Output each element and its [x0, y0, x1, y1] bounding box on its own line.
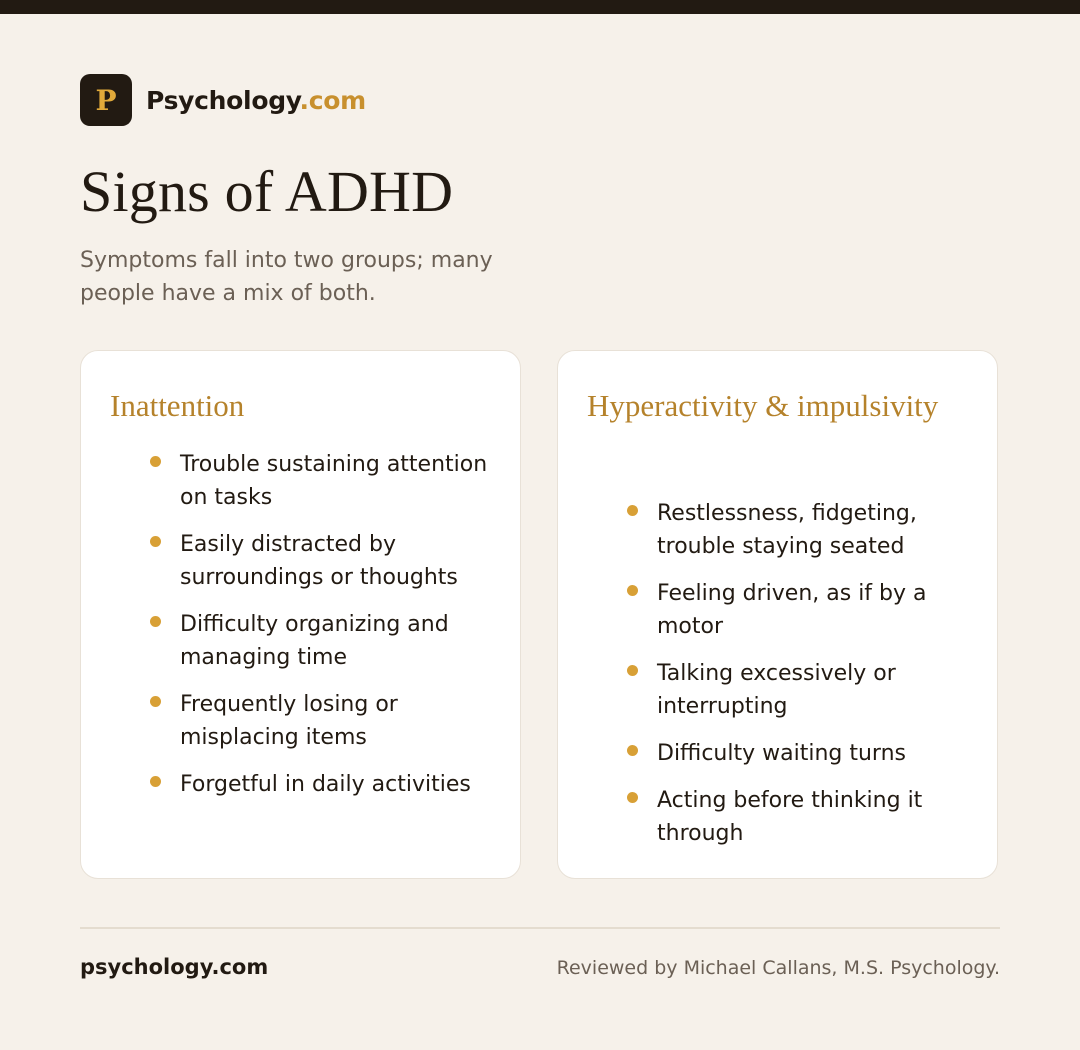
list-item [626, 657, 981, 723]
list-item-text: Restlessness, fidgeting, trouble staying seated [657, 501, 917, 559]
list-item [149, 608, 504, 674]
bullet-dot-icon [150, 696, 161, 707]
inattention-card [80, 350, 521, 879]
bullet-dot-icon [627, 745, 638, 756]
list-item [149, 448, 504, 514]
list-item [626, 577, 981, 643]
list-item [149, 528, 504, 594]
list-item-text: Difficulty waiting turns [657, 741, 906, 766]
footer-site-link[interactable]: psychology.com [80, 955, 269, 979]
brand-name-main: Psychology [146, 85, 300, 115]
symptom-list-inattention [149, 448, 504, 815]
hyperactivity-card [557, 350, 998, 879]
brand-name [146, 86, 366, 115]
bullet-dot-icon [150, 776, 161, 787]
card-heading-inattention: Inattention [110, 388, 245, 423]
symptom-list-hyperactivity [626, 497, 981, 864]
brand-logo[interactable] [80, 74, 366, 126]
list-item-text: Feeling driven, as if by a motor [657, 581, 927, 639]
list-item [149, 688, 504, 754]
list-item [626, 497, 981, 563]
bullet-dot-icon [150, 456, 161, 467]
brand-name-tld: .com [299, 85, 366, 115]
bullet-dot-icon [627, 665, 638, 676]
card-heading-hyperactivity: Hyperactivity & impulsivity [587, 388, 939, 423]
list-item [626, 737, 981, 770]
footer-reviewer-credit: Reviewed by Michael Callans, M.S. Psychology. [556, 957, 1000, 979]
footer-divider [80, 927, 1000, 929]
bullet-dot-icon [627, 585, 638, 596]
list-item-text: Acting before thinking it through [657, 788, 923, 846]
list-item-text: Difficulty organizing and managing time [180, 612, 449, 670]
logo-mark-icon: P [80, 74, 132, 126]
page-title: Signs of ADHD [80, 159, 454, 224]
bullet-dot-icon [627, 505, 638, 516]
list-item-text: Talking excessively or interrupting [657, 661, 896, 719]
list-item [149, 768, 504, 801]
bullet-dot-icon [150, 616, 161, 627]
bullet-dot-icon [150, 536, 161, 547]
list-item-text: Easily distracted by surroundings or thoughts [180, 532, 458, 590]
page-subtitle: Symptoms fall into two groups; many people have a mix of both. [80, 248, 493, 306]
bullet-dot-icon [627, 792, 638, 803]
top-accent-bar [0, 0, 1080, 14]
list-item [626, 784, 981, 850]
list-item-text: Trouble sustaining attention on tasks [180, 452, 488, 510]
list-item-text: Frequently losing or misplacing items [180, 692, 398, 750]
list-item-text: Forgetful in daily activities [180, 772, 471, 797]
